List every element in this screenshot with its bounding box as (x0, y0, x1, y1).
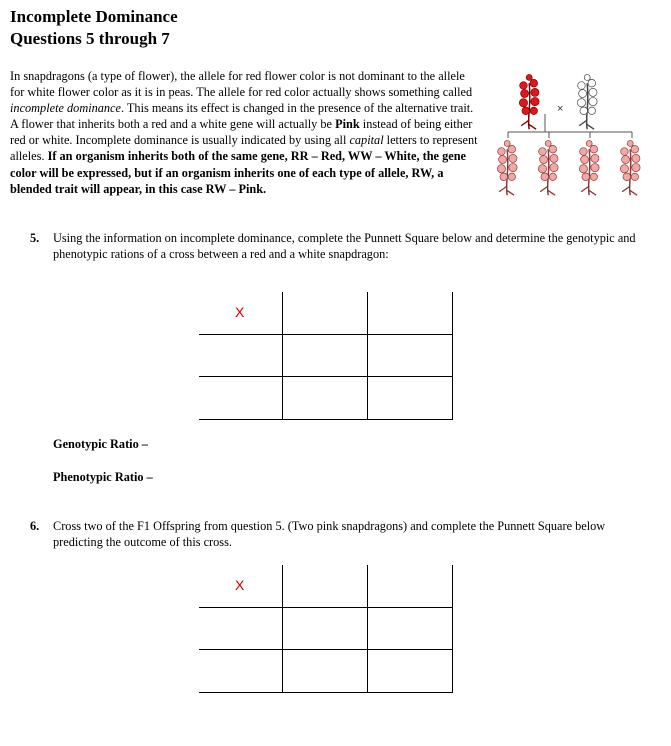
question-5-number: 5. (30, 231, 40, 245)
punnett-2-cell[interactable] (368, 650, 453, 693)
question-6-number: 6. (30, 519, 40, 533)
question-5-text: Using the information on incomplete dominance, complete the Punnett Square below and determine the genotypic and phenotypic rations of a cross between a red and a white snapdragon: (53, 231, 636, 261)
cross-lines (508, 114, 632, 138)
punnett-square-2 (199, 565, 453, 693)
intro-text-1: In snapdragons (a type of flower), the allele for red flower color is not dominant to the allele for white flower color as it is in peas. The allele for red color actually shows something called (10, 69, 473, 100)
punnett-1-corner (199, 292, 283, 335)
punnett-2-row-header-cell[interactable] (199, 608, 283, 650)
punnett-2-cell[interactable] (283, 650, 368, 693)
intro-paragraph (10, 68, 480, 197)
punnett-2-x-mark: X (235, 577, 245, 593)
punnett-2-header-cell[interactable] (368, 565, 453, 608)
intro-em-capital: capital (349, 133, 384, 148)
intro-em-incomplete-dominance: incomplete dominance (10, 101, 121, 116)
punnett-1-cell[interactable] (283, 335, 368, 377)
punnett-2-cell[interactable] (368, 608, 453, 650)
punnett-2-row-header-cell[interactable] (199, 650, 283, 693)
punnett-square-1 (199, 292, 453, 420)
pink-offspring-flower-2 (538, 140, 558, 195)
intro-bold-tail: If an organism inherits both of the same gene, RR – Red, WW – White, the gene color will be expressed, but if an organism inherits one of each type of allele, RW, a blended trait will appear, in this case RW – Pink. (10, 149, 466, 196)
genotypic-ratio-label: Genotypic Ratio – (53, 437, 148, 451)
question-5 (30, 230, 640, 262)
punnett-2-header-cell[interactable] (283, 565, 368, 608)
pink-offspring-flower-4 (620, 140, 640, 195)
pink-offspring-flower-3 (579, 140, 599, 195)
question-6 (30, 518, 640, 550)
punnett-1-row-header-cell[interactable] (199, 377, 283, 420)
punnett-1-row-header-cell[interactable] (199, 335, 283, 377)
phenotypic-ratio-label: Phenotypic Ratio – (53, 470, 153, 484)
punnett-1-header-cell[interactable] (368, 292, 453, 335)
punnett-2-cell[interactable] (283, 608, 368, 650)
snapdragon-cross-illustration (490, 72, 650, 207)
punnett-2-corner (199, 565, 283, 608)
pink-offspring-flower-1 (497, 140, 517, 195)
title-line-1: Incomplete Dominance (10, 7, 178, 26)
intro-text-4: letters to represent alleles. (10, 133, 478, 164)
title-line-2: Questions 5 through 7 (10, 29, 170, 48)
white-parent-flower (577, 74, 597, 129)
intro-text-2: . This means its effect is changed in the presence of the alternative trait. A flower that inherits both a red and a white gene will actually be (10, 101, 474, 132)
punnett-1-cell[interactable] (368, 377, 453, 420)
cross-symbol: × (557, 103, 564, 115)
intro-text-3: instead of being either red or white. Incomplete dominance is usually indicated by using all (10, 117, 473, 148)
red-parent-flower (519, 74, 539, 129)
question-6-text: Cross two of the F1 Offspring from question 5. (Two pink snapdragons) and complete the Punnett Square below predicting the outcome of this cross. (53, 519, 606, 549)
punnett-1-header-cell[interactable] (283, 292, 368, 335)
punnett-1-cell[interactable] (283, 377, 368, 420)
punnett-1-x-mark: X (235, 304, 245, 320)
punnett-1-cell[interactable] (368, 335, 453, 377)
intro-pink-bold: Pink (335, 117, 360, 132)
